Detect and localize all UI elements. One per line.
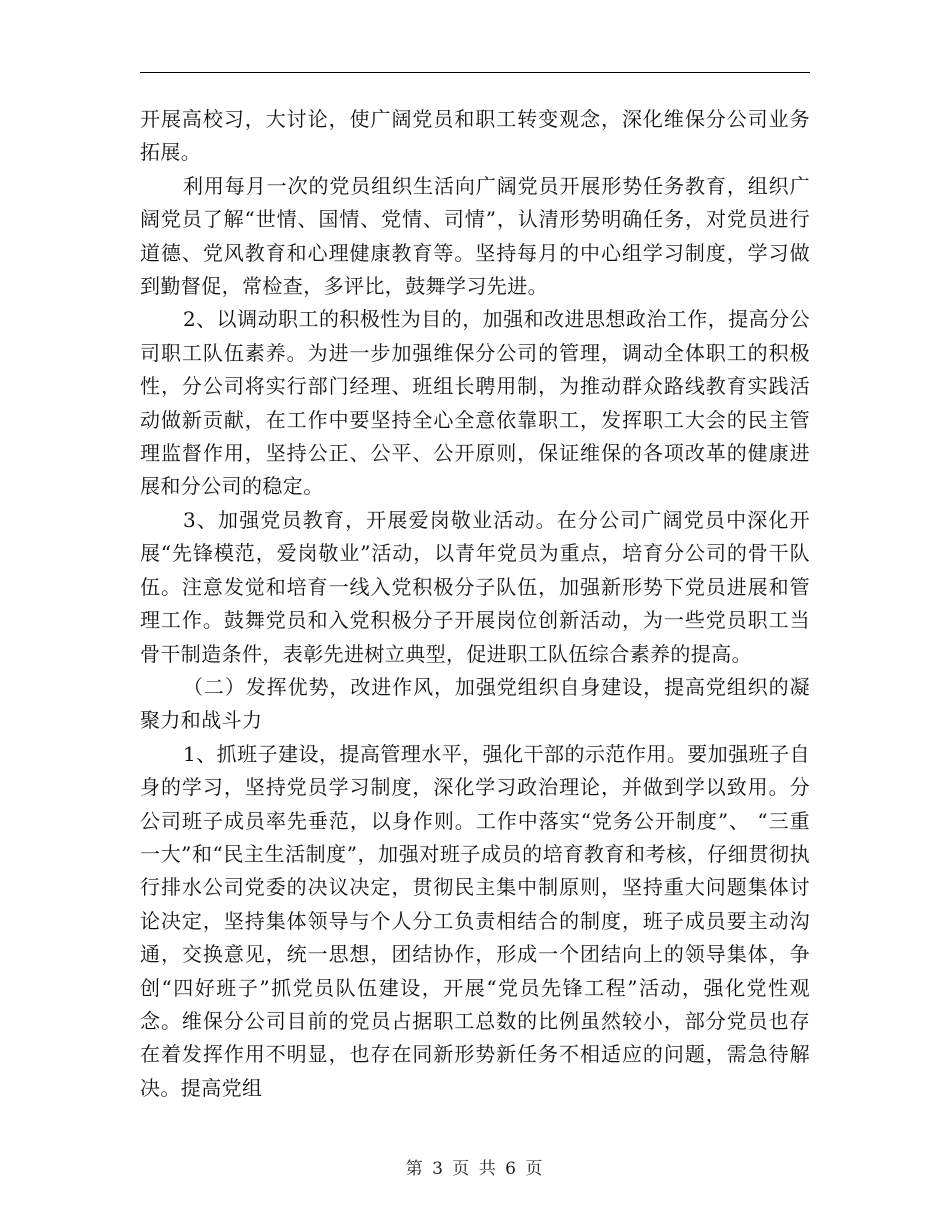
header-rule [140,72,810,73]
page-number-footer: 第 3 页 共 6 页 [405,1159,545,1179]
document-body [140,103,810,1105]
paragraph-1: 开展高校习，大讨论，使广阔党员和职工转变观念，深化维保分公司业务拓展。 [140,107,810,165]
paragraph-2: 利用每月一次的党员组织生活向广阔党员开展形势任务教育，组织广阔党员了解“世情、国情、党情、司情”，认清形势明确任务，对党员进行道德、党风教育和心理健康教育等。坚持每月的中心组学习制度，学习做到勤督促，常检查，多评比，鼓舞学习先进。 [140,173,810,299]
section-heading: （二）发挥优势，改进作风，加强党组织自身建设，提高党组织的凝聚力和战斗力 [140,674,810,733]
paragraph-4: 3、加强党员教育，开展爱岗敬业活动。在分公司广阔党员中深化开展“先锋模范，爱岗敬业”活动，以青年党员为重点，培育分公司的骨干队伍。注意发觉和培育一线入党积极分子队伍，加强新形势下党员进展和管理工作。鼓舞党员和入党积极分子开展岗位创新活动，为一些党员职工当骨干制造条件，表彰先进树立典型，促进职工队伍综合素养的提高。 [140,507,810,666]
paragraph-3: 2、以调动职工的积极性为目的，加强和改进思想政治工作，提高分公司职工队伍素养。为进一步加强维保分公司的管理，调动全体职工的积极性，分公司将实行部门经理、班组长聘用制，为推动群众路线教育实践活动做新贡献，在工作中要坚持全心全意依靠职工，发挥职工大会的民主管理监督作用，坚持公正、公平、公开原则，保证维保的各项改革的健康进展和分公司的稳定。 [140,307,810,499]
paragraph-5: 1、抓班子建设，提高管理水平，强化干部的示范作用。要加强班子自身的学习，坚持党员学习制度，深化学习政治理论，并做到学以致用。分公司班子成员率先垂范，以身作则。工作中落实“党务公开制度”、 “三重一大”和“民主生活制度”，加强对班子成员的培育教育和考核，仔细贯彻执行排水公司党委的决议决定，贯彻民主集中制原则，坚持重大问题集体讨论决定，坚持集体领导与个人分工负责相结合的制度，班子成员要主动沟通，交换意见，统一思想，团结协作，形成一个团结向上的领导集体，争创“四好班子”抓党员队伍建设，开展“党员先锋工程”活动，强化党性观念。维保分公司目前的党员占据职工总数的比例虽然较小，部分党员也存在着发挥作用不明显，也存在同新形势新任务不相适应的问题，需急待解决。提高党组 [140,741,810,1100]
